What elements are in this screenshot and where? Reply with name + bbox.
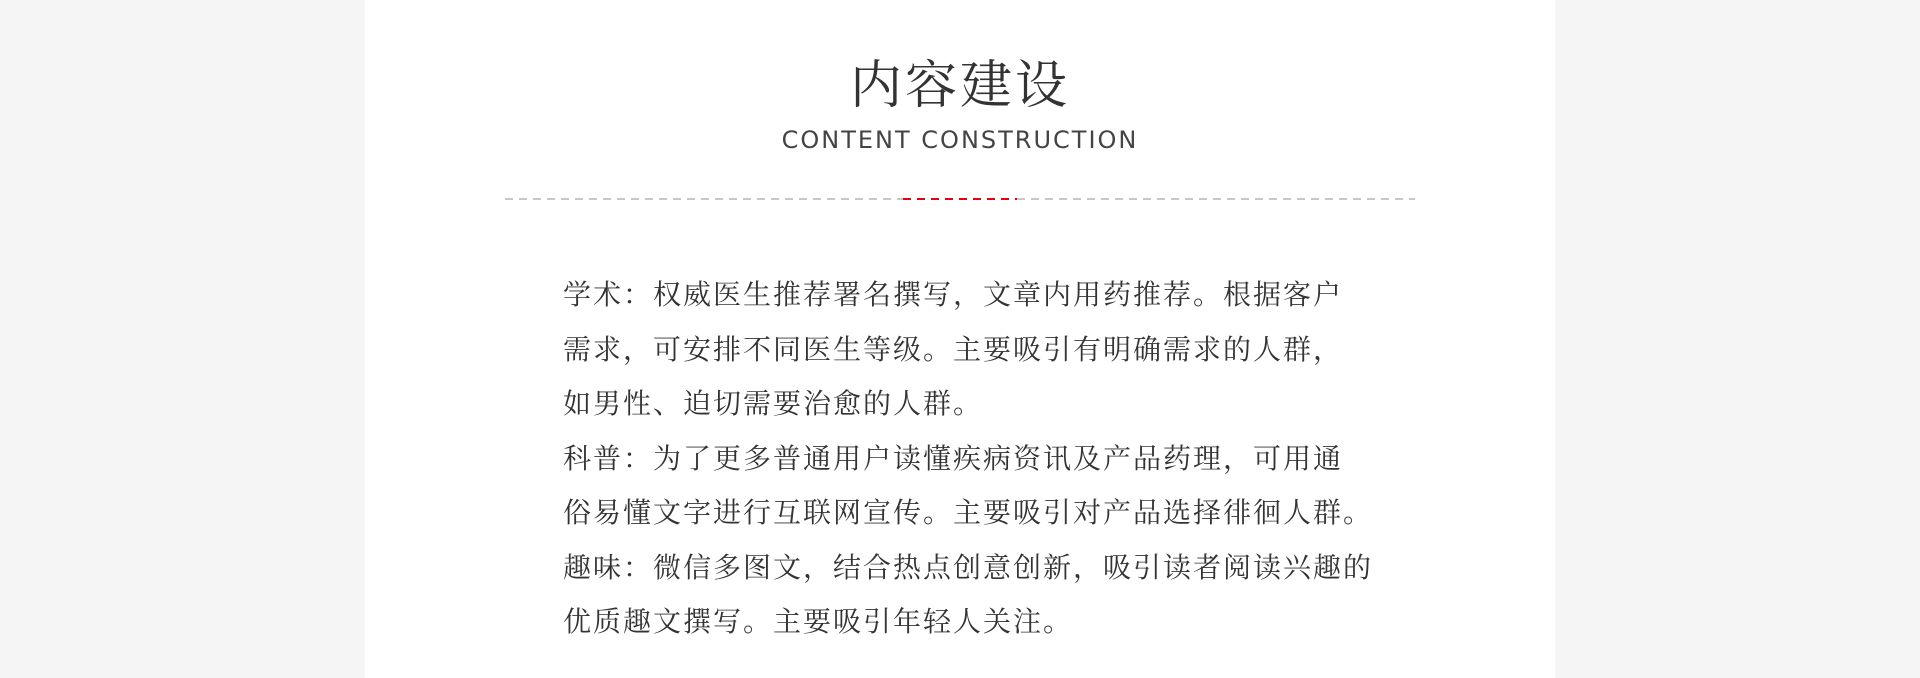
dashed-divider	[505, 197, 1415, 201]
content-line: 科普：为了更多普通用户读懂疾病资讯及产品药理，可用通	[563, 441, 1344, 475]
section-title: 内容建设	[849, 56, 1070, 116]
content-line: 趣味：微信多图文，结合热点创意创新，吸引读者阅读兴趣的	[563, 550, 1374, 584]
content-paragraph	[563, 268, 1374, 650]
content-line: 优质趣文撰写。主要吸引年轻人关注。	[563, 605, 1074, 638]
content-card	[365, 0, 1555, 678]
content-line: 需求，可安排不同医生等级。主要吸引有明确需求的人群，	[563, 332, 1344, 366]
content-line: 俗易懂文字进行互联网宣传。主要吸引对产品选择徘徊人群。	[563, 496, 1374, 529]
content-line: 如男性、迫切需要治愈的人群。	[563, 387, 984, 420]
section-subtitle: CONTENT CONSTRUCTION	[781, 126, 1139, 154]
content-line: 学术：权威医生推荐署名撰写，文章内用药推荐。根据客户	[563, 278, 1344, 311]
